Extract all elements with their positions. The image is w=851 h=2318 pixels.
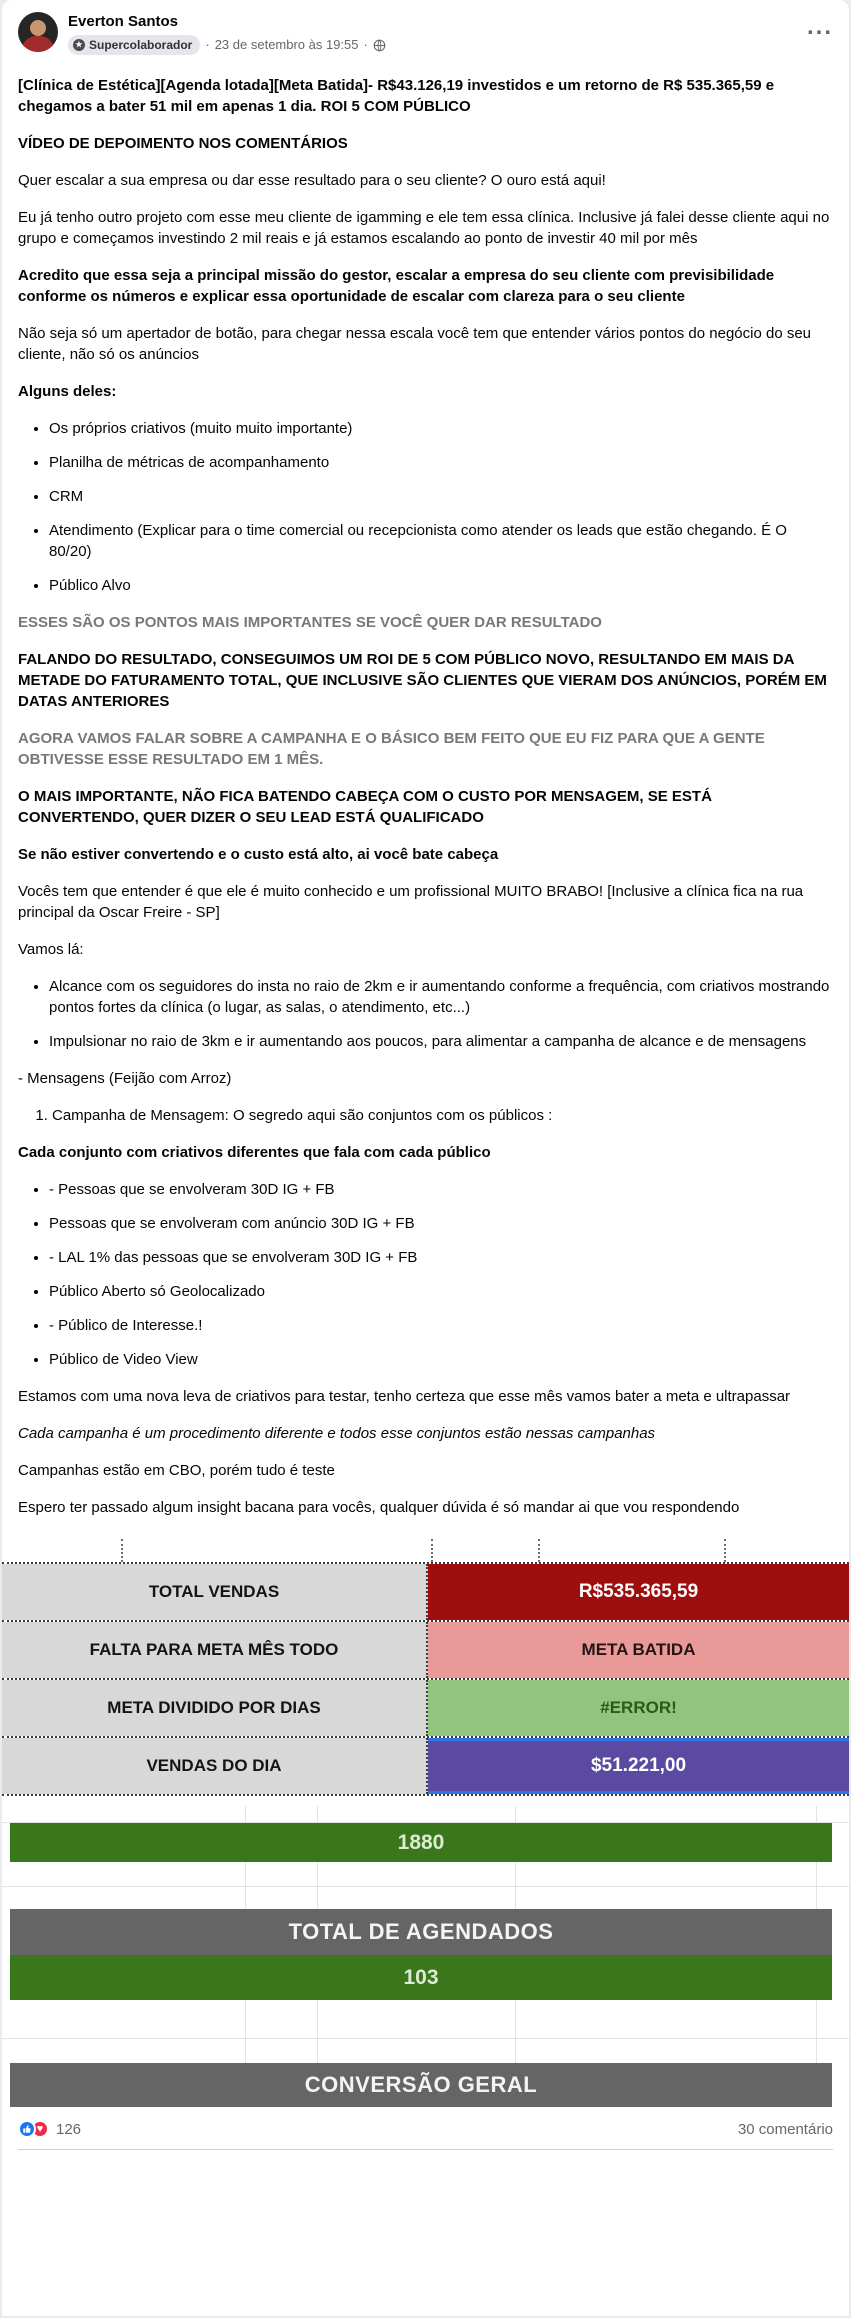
conversao-header-cell: CONVERSÃO GERAL [10, 2063, 832, 2107]
list-item: • - Pessoas que se envolveram 30D IG + FB [49, 1179, 833, 1200]
paragraph: Não seja só um apertador de botão, para chegar nessa escala você tem que entender vários pontos do negócio do seu cliente, não só os anúncios [18, 325, 812, 363]
list-item: • Impulsionar no raio de 3km e ir aumentando aos poucos, para alimentar a campanha de alcance e de mensagens [49, 1031, 833, 1052]
spreadsheet-top-strip [2, 1806, 849, 1823]
attachment-sales-spreadsheet-image[interactable] [2, 1539, 849, 1796]
attachment-leads-spreadsheet-image[interactable] [2, 1806, 849, 2107]
post-text [2, 55, 849, 1518]
star-medal-icon: ★ [73, 39, 85, 51]
header-meta [68, 12, 386, 55]
paragraph: Quer escalar a sua empresa ou dar esse resultado para o seu cliente? O ouro está aqui! [18, 172, 606, 189]
paragraph: ESSES SÃO OS PONTOS MAIS IMPORTANTES SE VOCÊ QUER DAR RESULTADO [18, 614, 602, 631]
list-item: • - LAL 1% das pessoas que se envolveram 30D IG + FB [49, 1247, 833, 1268]
row-label-cell: META DIVIDIDO POR DIAS [2, 1680, 428, 1736]
spreadsheet-gap [2, 2000, 849, 2063]
post-header [2, 0, 849, 55]
avatar-shoulders [22, 36, 54, 52]
meta-separator: · [363, 37, 368, 52]
comment-count[interactable]: 30 comentário [737, 2120, 833, 2138]
avatar[interactable] [18, 12, 58, 52]
facebook-post-card [2, 0, 849, 2316]
meta-row [68, 35, 386, 55]
post-title-line: [Clínica de Estética][Agenda lotada][Meta Batida]- R$43.126,19 investidos e um retorno de R$ 535.365,59 e chegamos a bater 51 mil em apenas 1 dia. ROI 5 COM PÚBLICO [18, 77, 775, 115]
list-item: • Planilha de métricas de acompanhamento [49, 452, 833, 473]
list-item: • - Público de Interesse.! [49, 1315, 833, 1336]
agendados-value-cell: 103 [10, 1955, 832, 2000]
row-value-cell: #ERROR! [428, 1680, 849, 1736]
paragraph: Cada conjunto com criativos diferentes que fala com cada público [18, 1144, 491, 1161]
group-icon [373, 39, 386, 52]
footer-divider [18, 2149, 833, 2157]
paragraph: Cada campanha é um procedimento diferente e todos esse conjuntos estão nessas campanhas [18, 1425, 656, 1442]
table-row [2, 1564, 849, 1622]
meta-separator: · [205, 37, 210, 52]
paragraph: Vamos lá: [18, 941, 84, 958]
list-item: • Pessoas que se envolveram com anúncio 30D IG + FB [49, 1213, 833, 1234]
paragraph: Campanhas estão em CBO, porém tudo é teste [18, 1462, 335, 1479]
avatar-head [30, 20, 46, 36]
row-label-cell: VENDAS DO DIA [2, 1738, 428, 1794]
row-value-cell: $51.221,00 [428, 1738, 849, 1794]
thumbs-up-icon [18, 2120, 36, 2138]
list-item: 1. Campanha de Mensagem: O segredo aqui são conjuntos com os públicos : [52, 1105, 833, 1126]
row-label-cell: TOTAL VENDAS [2, 1564, 428, 1620]
leads-total-cell: 1880 [10, 1823, 832, 1862]
list-item: • Público de Video View [49, 1349, 833, 1370]
list-item: • Atendimento (Explicar para o time comercial ou recepcionista como atender os leads que estão chegando. É O 80/20) [49, 520, 833, 562]
reaction-count: 126 [56, 2120, 82, 2138]
row-value-cell: R$535.365,59 [428, 1564, 849, 1620]
post-footer [2, 2107, 849, 2149]
paragraph: Espero ter passado algum insight bacana para vocês, qualquer dúvida é só mandar ai que vou respondendo [18, 1499, 740, 1516]
paragraph: Se não estiver convertendo e o custo está alto, ai você bate cabeça [18, 846, 499, 863]
paragraph: Estamos com uma nova leva de criativos para testar, tenho certeza que esse mês vamos bater a meta e ultrapassar [18, 1388, 791, 1405]
bullet-list-strategy [18, 976, 833, 1052]
paragraph: Alguns deles: [18, 383, 117, 400]
heart-icon: ♥ [31, 2120, 49, 2138]
spreadsheet-top-gridline-strip [2, 1539, 849, 1562]
numbered-list-campaign [18, 1105, 833, 1126]
badge-label: Supercolaborador [89, 38, 193, 52]
spreadsheet-gap [2, 1862, 849, 1909]
reactions-summary[interactable] [18, 2120, 81, 2138]
bullet-list-points [18, 418, 833, 596]
list-item: • Público Aberto só Geolocalizado [49, 1281, 833, 1302]
paragraph: VÍDEO DE DEPOIMENTO NOS COMENTÁRIOS [18, 135, 348, 152]
table-row [2, 1622, 849, 1680]
author-name[interactable]: Everton Santos [68, 13, 179, 30]
sales-table [2, 1562, 849, 1796]
list-item: • Alcance com os seguidores do insta no raio de 2km e ir aumentando conforme a frequência, com criativos mostrando pontos fortes da clínica (o lugar, as salas, o atendimento, etc...) [49, 976, 833, 1018]
paragraph: O MAIS IMPORTANTE, NÃO FICA BATENDO CABEÇA COM O CUSTO POR MENSAGEM, SE ESTÁ CONVERTENDO, QUER DIZER O SEU LEAD ESTÁ QUALIFICADO [18, 788, 712, 826]
paragraph: AGORA VAMOS FALAR SOBRE A CAMPANHA E O BÁSICO BEM FEITO QUE EU FIZ PARA QUE A GENTE OBTIVESSE ESSE RESULTADO EM 1 MÊS. [18, 730, 765, 768]
list-item: • Os próprios criativos (muito muito importante) [49, 418, 833, 439]
agendados-header-cell: TOTAL DE AGENDADOS [10, 1909, 832, 1955]
row-value-cell: META BATIDA [428, 1622, 849, 1678]
paragraph: FALANDO DO RESULTADO, CONSEGUIMOS UM ROI DE 5 COM PÚBLICO NOVO, RESULTANDO EM MAIS DA METADE DO FATURAMENTO TOTAL, QUE INCLUSIVE SÃO CLIENTES QUE VIERAM DOS ANÚNCIOS, PORÉM EM DATAS ANTERIORES [18, 651, 827, 710]
list-item: • Público Alvo [49, 575, 833, 596]
paragraph: Eu já tenho outro projeto com esse meu cliente de igamming e ele tem essa clínica. Inclusive já falei desse cliente aqui no grupo e começamos investindo 2 mil reais e já estamos escalando ao ponto de investir 40 mil por mês [18, 209, 830, 247]
paragraph: Acredito que essa seja a principal missão do gestor, escalar a empresa do seu cliente com previsibilidade conforme os números e explicar essa oportunidade de escalar com clareza para o seu cliente [18, 267, 775, 305]
row-label-cell: FALTA PARA META MÊS TODO [2, 1622, 428, 1678]
paragraph: - Mensagens (Feijão com Arroz) [18, 1070, 232, 1087]
table-row [2, 1680, 849, 1738]
list-item: • CRM [49, 486, 833, 507]
supercollaborator-badge[interactable] [68, 35, 200, 55]
bullet-list-audiences [18, 1179, 833, 1370]
post-timestamp[interactable]: 23 de setembro às 19:55 [214, 37, 359, 52]
table-row [2, 1738, 849, 1796]
more-options-button[interactable]: ... [806, 13, 833, 40]
paragraph: Vocês tem que entender é que ele é muito conhecido e um profissional MUITO BRABO! [Inclusive a clínica fica na rua principal da Oscar Freire - SP] [18, 883, 804, 921]
